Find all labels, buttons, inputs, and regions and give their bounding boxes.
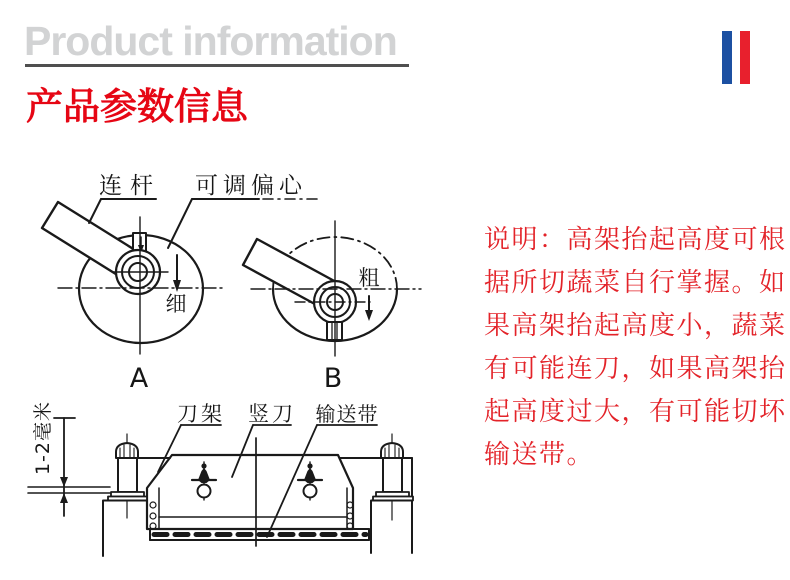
cross-section-figure [28,418,413,556]
page-title-english: Product information [24,18,397,64]
connecting-rod-label: 连杆 [99,173,161,199]
usage-note-text [484,219,790,477]
adjustable-eccentric-label: 可调偏心 [195,173,307,199]
usage-note-line: 说明：高架抬起高度可根 [484,225,787,255]
conveyor-belt-strip [150,529,369,540]
usage-note-line: 据所切蔬菜自行掌握。如 [484,268,787,298]
conveyor-belt-label: 输送带 [315,402,379,426]
usage-note-line: 果高架抬起高度小，蔬菜 [484,311,787,341]
figure-b-letter: B [323,363,343,394]
figure-b-eccentric-coarse [243,221,421,356]
gap-dimension-label: 1-2毫米 [32,400,54,476]
right-bolt [371,434,413,553]
coarse-cut-label: 粗 [358,266,380,290]
left-bolt [103,434,147,556]
page-title-chinese: 产品参数信息 [26,85,248,128]
usage-note-line: 有可能连刀，如果高架抬 [484,354,787,384]
knife-rest-label: 刀架 [177,402,225,426]
figure-a-eccentric-fine [42,202,223,354]
vertical-knife-label: 竖刀 [248,402,296,426]
figure-a-letter: A [129,363,149,394]
usage-note-line: 输送带。 [484,440,595,470]
usage-note-line: 起高度过大，有可能切坏 [484,397,787,427]
fine-cut-label: 细 [165,292,187,316]
